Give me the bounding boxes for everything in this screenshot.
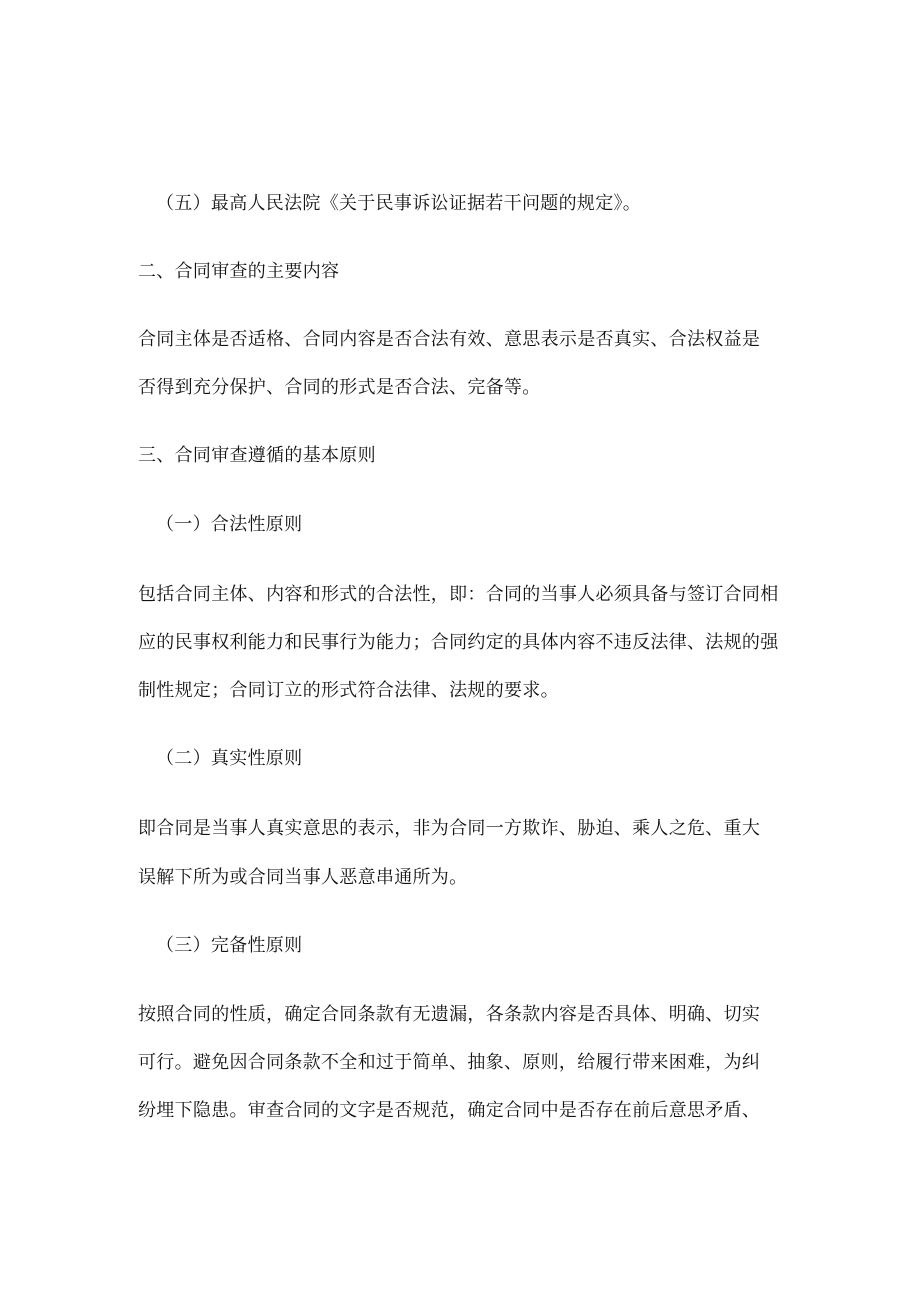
- principle-1-heading: （一）合法性原则: [156, 514, 303, 535]
- principle-1-body-line-3: 制性规定；合同订立的形式符合法律、法规的要求。: [138, 680, 559, 701]
- principle-2-body-line-1: 即合同是当事人真实意思的表示，非为合同一方欺诈、胁迫、乘人之危、重大: [138, 818, 761, 839]
- item-5-line: （五）最高人民法院《关于民事诉讼证据若干问题的规定》。: [156, 193, 642, 214]
- principle-1-body-line-2: 应的民事权利能力和民事行为能力；合同约定的具体内容不违反法律、法规的强: [138, 632, 779, 653]
- principle-3-body-line-2: 可行。避免因合同条款不全和过于简单、抽象、原则，给履行带来困难，为纠: [138, 1052, 761, 1073]
- section-2-heading: 二、合同审查的主要内容: [138, 261, 340, 282]
- section-2-body-line-2: 否得到充分保护、合同的形式是否合法、完备等。: [138, 377, 541, 398]
- principle-3-heading: （三）完备性原则: [156, 935, 303, 956]
- principle-2-heading: （二）真实性原则: [156, 748, 303, 769]
- section-2-body-line-1: 合同主体是否适格、合同内容是否合法有效、意思表示是否真实、合法权益是: [138, 329, 761, 350]
- principle-3-body-line-3: 纷埋下隐患。审查合同的文字是否规范，确定合同中是否存在前后意思矛盾、: [138, 1100, 761, 1121]
- principle-2-body-line-2: 误解下所为或合同当事人恶意串通所为。: [138, 867, 468, 888]
- principle-3-body-line-1: 按照合同的性质，确定合同条款有无遗漏，各条款内容是否具体、明确、切实: [138, 1004, 761, 1025]
- principle-1-body-line-1: 包括合同主体、内容和形式的合法性，即：合同的当事人必须具备与签订合同相: [138, 584, 779, 605]
- section-3-heading: 三、合同审查遵循的基本原则: [138, 445, 376, 466]
